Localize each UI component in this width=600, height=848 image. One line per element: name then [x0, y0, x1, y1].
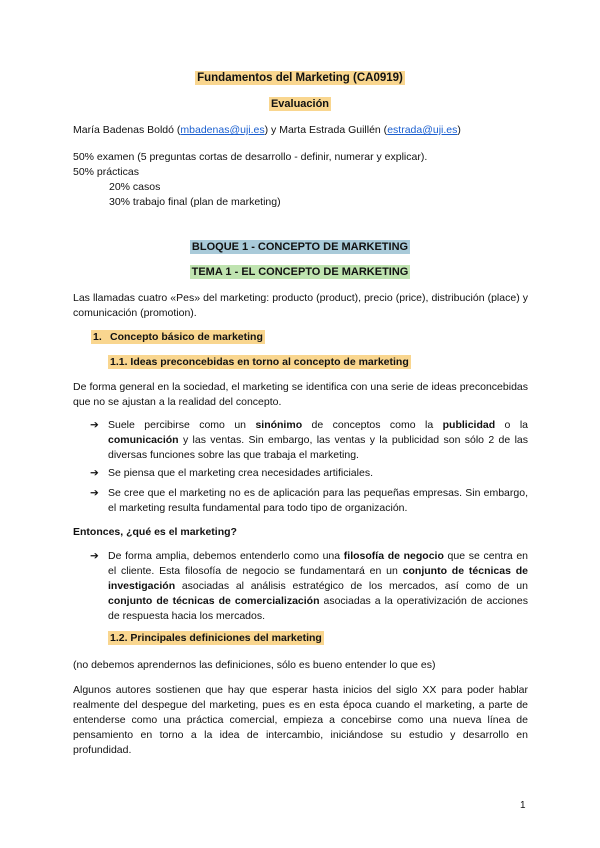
- evaluation-heading: Evaluación: [270, 98, 330, 110]
- list-item: ➔ De forma amplia, debemos entenderlo como una filosofía de negocio que se centra en el cliente. Esta filosofía de negocio se fundamentará en un conjunto de técnicas de investigación asociadas al análisis estratégico de los mercados, así como de un conjunto de técnicas de comercialización asociadas a la operativización de acciones de respuesta hacia los mercados.: [90, 550, 529, 622]
- email-link-2[interactable]: estrada@uji.es: [387, 124, 458, 136]
- block-heading: BLOQUE 1 - CONCEPTO DE MARKETING: [191, 241, 409, 253]
- page-number: 1: [520, 800, 526, 811]
- intro-paragraph: Las llamadas cuatro «Pes» del marketing: producto (product), precio (price), distribución (place) y comunicación (promotion).: [73, 292, 528, 319]
- question-heading: Entonces, ¿qué es el marketing?: [73, 526, 237, 538]
- section-1-1-paragraph: De forma general en la sociedad, el marketing se identifica con una serie de ideas preconcebidas que no se ajustan a la realidad del concepto.: [73, 381, 528, 408]
- authors-line: María Badenas Boldó (mbadenas@uji.es) y Marta Estrada Guillén (estrada@uji.es): [73, 124, 461, 136]
- section-1-1-heading: 1.1. Ideas preconcebidas en torno al concepto de marketing: [110, 356, 409, 368]
- list-item: ➔ Se piensa que el marketing crea necesidades artificiales.: [90, 467, 373, 479]
- arrow-icon: ➔: [90, 487, 99, 499]
- topic-heading: TEMA 1 - EL CONCEPTO DE MARKETING: [191, 266, 409, 278]
- evaluation-breakdown: 50% examen (5 preguntas cortas de desarrollo - definir, numerar y explicar). 50% prácticas 20% casos 30% trabajo final (plan de marketing): [73, 151, 428, 208]
- arrow-icon: ➔: [90, 419, 99, 431]
- arrow-icon: ➔: [90, 550, 99, 562]
- section-1-2-heading: 1.2. Principales definiciones del marketing: [110, 632, 322, 644]
- section-1-heading: 1. Concepto básico de marketing: [93, 331, 263, 343]
- arrow-icon: ➔: [90, 467, 99, 479]
- section-1-2-paragraph: Algunos autores sostienen que hay que esperar hasta inicios del siglo XX para poder hablar realmente del despegue del marketing, pues es en esta época cuando el marketing, a parte de entenderse como una práctica comercial, empieza a concebirse como una nueva línea de pensamiento en torno a la idea de intercambio, iniciándose su estudio y desarrollo en profundidad.: [73, 684, 528, 756]
- list-item: ➔ Se cree que el marketing no es de aplicación para las pequeñas empresas. Sin embargo, el marketing resulta fundamental para todo tipo de organización.: [90, 487, 528, 514]
- email-link-1[interactable]: mbadenas@uji.es: [180, 124, 265, 136]
- section-1-2-note: (no debemos aprendernos las definiciones, sólo es bueno entender lo que es): [73, 659, 436, 671]
- document-title: Fundamentos del Marketing (CA0919): [197, 72, 403, 84]
- list-item: ➔ Suele percibirse como un sinónimo de conceptos como la publicidad o la comunicación y las ventas. Sin embargo, las ventas y la publicidad son sólo 2 de las diversas funciones sobre las que trabaja el marketing.: [90, 419, 528, 461]
